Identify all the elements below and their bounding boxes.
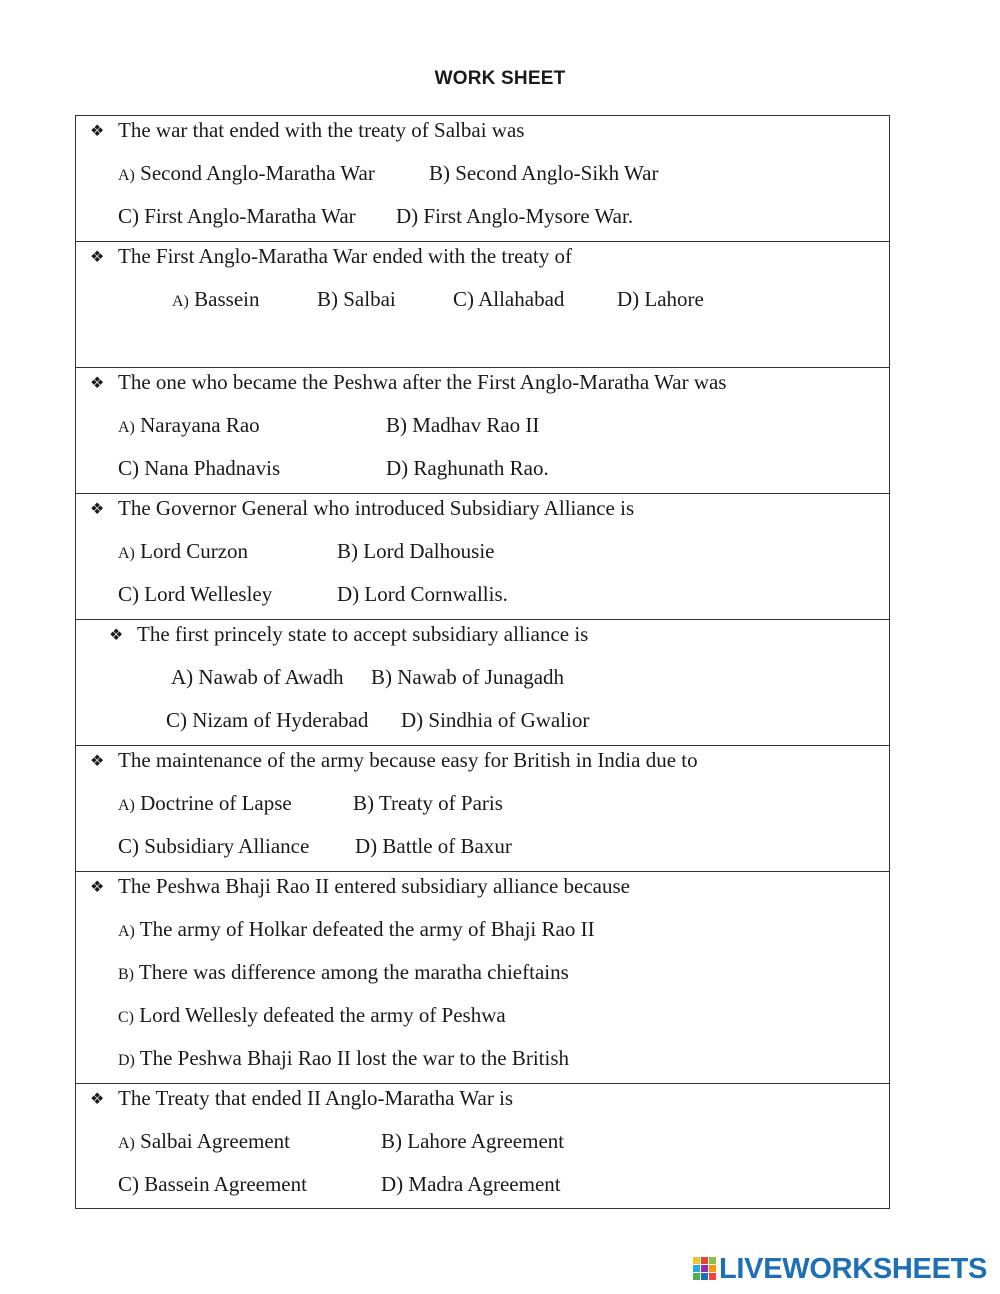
question-label: The First Anglo-Maratha War ended with the treaty of (118, 244, 572, 268)
option-text: B) Madhav Rao II (386, 413, 540, 437)
liveworksheets-logo (693, 1253, 993, 1287)
question-text (90, 495, 634, 524)
diamond-bullet-icon: ❖ (90, 249, 105, 266)
question-text (109, 621, 588, 650)
option-text: D) Lord Cornwallis. (337, 582, 508, 606)
option-text: B) Second Anglo-Sikh War (429, 161, 659, 185)
option-text: Lord Curzon (134, 539, 249, 563)
question-label: The Treaty that ended II Anglo-Maratha War is (118, 1086, 514, 1110)
option-text: D) Sindhia of Gwalior (401, 708, 590, 732)
answer-option[interactable] (166, 707, 368, 733)
option-letter: A) (118, 545, 135, 562)
diamond-bullet-icon: ❖ (109, 627, 124, 644)
question-block (76, 746, 889, 872)
answer-option[interactable] (118, 203, 356, 229)
answer-option[interactable] (386, 412, 539, 438)
page-title: WORK SHEET (434, 68, 566, 89)
question-text (90, 243, 572, 272)
answer-option[interactable] (337, 538, 494, 564)
option-text: C) Allahabad (453, 287, 565, 311)
answer-option[interactable] (118, 833, 309, 859)
answer-option[interactable] (118, 916, 595, 945)
question-label: The war that ended with the treaty of Salbai was (118, 118, 525, 142)
question-block (76, 620, 889, 746)
brand-name: LIVEWORKSHEETS (719, 1253, 988, 1285)
logo-tiles-icon (693, 1257, 717, 1281)
diamond-bullet-icon: ❖ (90, 375, 105, 392)
question-text (90, 873, 630, 902)
option-text: A) Nawab of Awadh (171, 665, 344, 689)
question-label: The Governor General who introduced Subsidiary Alliance is (118, 496, 635, 520)
answer-option[interactable] (381, 1171, 561, 1197)
question-table (75, 115, 890, 1209)
option-text: B) Nawab of Junagadh (371, 665, 565, 689)
answer-option[interactable] (118, 1002, 506, 1031)
answer-option[interactable] (171, 664, 343, 690)
option-text: The Peshwa Bhaji Rao II lost the war to the British (134, 1046, 570, 1070)
question-block (76, 242, 889, 368)
question-text (90, 369, 726, 398)
option-text: B) Salbai (317, 287, 396, 311)
option-text: D) First Anglo-Mysore War. (396, 204, 634, 228)
answer-option[interactable] (396, 203, 633, 229)
option-text: Salbai Agreement (134, 1129, 291, 1153)
option-text: B) Lahore Agreement (381, 1129, 565, 1153)
option-letter: A) (118, 1135, 135, 1152)
option-text: B) Treaty of Paris (353, 791, 503, 815)
option-text: Narayana Rao (134, 413, 260, 437)
diamond-bullet-icon: ❖ (90, 501, 105, 518)
answer-option[interactable] (118, 538, 248, 567)
diamond-bullet-icon: ❖ (90, 879, 105, 896)
option-text: C) Nana Phadnavis (118, 456, 281, 480)
diamond-bullet-icon: ❖ (90, 753, 105, 770)
answer-option[interactable] (118, 1128, 290, 1157)
option-text: D) Madra Agreement (381, 1172, 561, 1196)
answer-option[interactable] (429, 160, 659, 186)
answer-option[interactable] (118, 412, 260, 441)
option-text: C) Subsidiary Alliance (118, 834, 310, 858)
question-text (90, 1085, 513, 1114)
question-label: The first princely state to accept subsidiary alliance is (137, 622, 589, 646)
answer-option[interactable] (118, 160, 375, 189)
option-letter: B) (118, 966, 134, 983)
question-text (90, 117, 524, 146)
option-text: C) Bassein Agreement (118, 1172, 307, 1196)
option-letter: A) (118, 923, 135, 940)
option-text: C) Lord Wellesley (118, 582, 273, 606)
answer-option[interactable] (371, 664, 564, 690)
option-letter: D) (118, 1052, 135, 1069)
option-text: The army of Holkar defeated the army of Bhaji Rao II (134, 917, 595, 941)
question-text (90, 747, 698, 776)
answer-option[interactable] (355, 833, 512, 859)
option-letter: A) (118, 797, 135, 814)
question-label: The Peshwa Bhaji Rao II entered subsidiary alliance because (118, 874, 630, 898)
answer-option[interactable] (317, 286, 396, 312)
question-block (76, 494, 889, 620)
option-letter: A) (172, 293, 189, 310)
answer-option[interactable] (386, 455, 549, 481)
option-letter: A) (118, 167, 135, 184)
answer-option[interactable] (172, 286, 259, 315)
question-block (76, 116, 889, 242)
question-block (76, 368, 889, 494)
option-letter: A) (118, 419, 135, 436)
option-letter: C) (118, 1009, 134, 1026)
answer-option[interactable] (118, 581, 272, 607)
option-text: Doctrine of Lapse (134, 791, 292, 815)
answer-option[interactable] (453, 286, 564, 312)
option-text: D) Lahore (617, 287, 704, 311)
answer-option[interactable] (118, 1045, 569, 1074)
option-text: Second Anglo-Maratha War (134, 161, 375, 185)
answer-option[interactable] (337, 581, 508, 607)
answer-option[interactable] (617, 286, 704, 312)
option-text: Lord Wellesly defeated the army of Peshwa (134, 1003, 506, 1027)
option-text: B) Lord Dalhousie (337, 539, 495, 563)
question-label: The maintenance of the army because easy for British in India due to (118, 748, 698, 772)
answer-option[interactable] (118, 959, 569, 988)
option-text: Bassein (188, 287, 260, 311)
answer-option[interactable] (118, 1171, 307, 1197)
question-block (76, 872, 889, 1084)
answer-option[interactable] (118, 455, 280, 481)
diamond-bullet-icon: ❖ (90, 123, 105, 140)
answer-option[interactable] (381, 1128, 564, 1154)
option-text: C) Nizam of Hyderabad (166, 708, 369, 732)
option-text: There was difference among the maratha chieftains (134, 960, 569, 984)
option-text: C) First Anglo-Maratha War (118, 204, 356, 228)
question-label: The one who became the Peshwa after the First Anglo-Maratha War was (118, 370, 727, 394)
answer-option[interactable] (353, 790, 503, 816)
answer-option[interactable] (401, 707, 589, 733)
answer-option[interactable] (118, 790, 292, 819)
diamond-bullet-icon: ❖ (90, 1091, 105, 1108)
option-text: D) Raghunath Rao. (386, 456, 549, 480)
question-block (76, 1084, 889, 1208)
option-text: D) Battle of Baxur (355, 834, 512, 858)
